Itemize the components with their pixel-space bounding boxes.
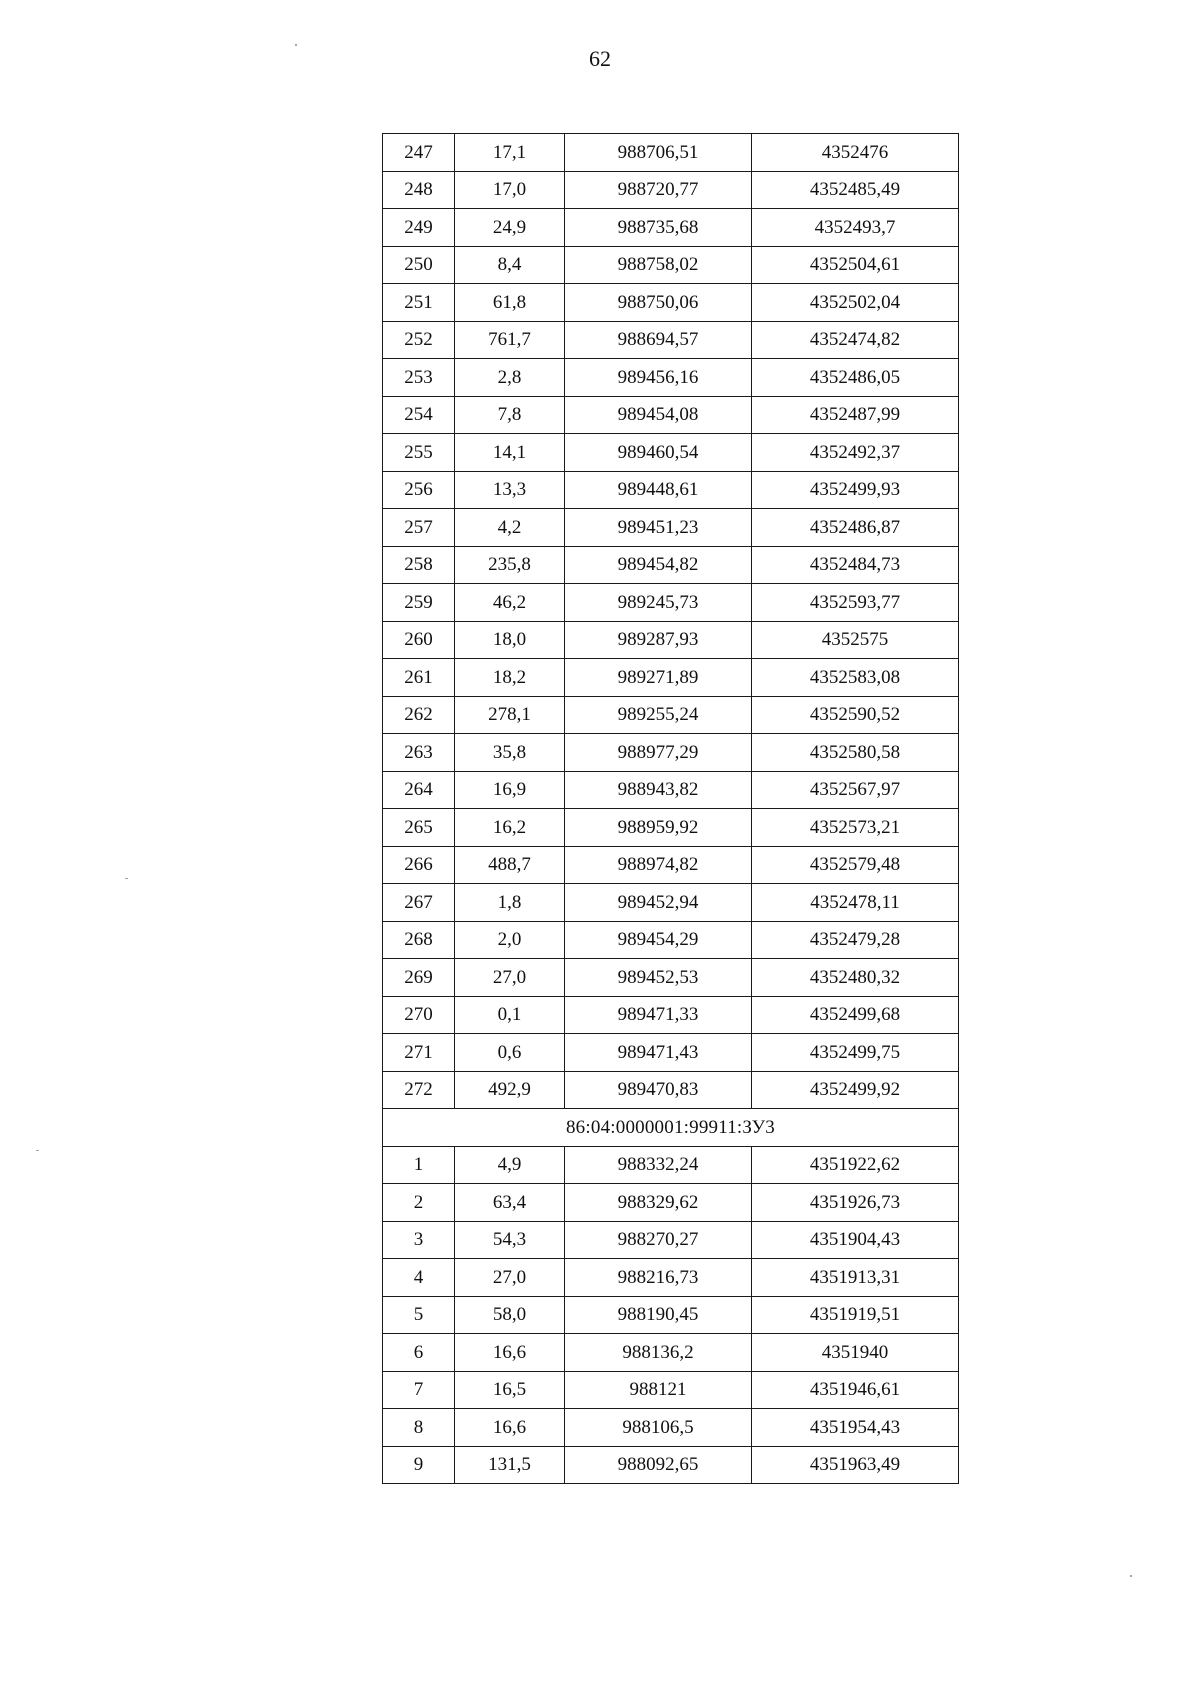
point-number-cell: 259	[383, 584, 455, 622]
section-row	[383, 1109, 959, 1147]
coordinate-x-cell: 989452,53	[565, 959, 752, 997]
segment-length-cell: 16,5	[455, 1371, 565, 1409]
table-row	[383, 321, 959, 359]
segment-length-cell: 14,1	[455, 434, 565, 472]
point-number-cell: 8	[383, 1409, 455, 1447]
table-row	[383, 396, 959, 434]
point-number-cell: 266	[383, 846, 455, 884]
table-row	[383, 1259, 959, 1297]
point-number-cell: 250	[383, 246, 455, 284]
segment-length-cell: 61,8	[455, 284, 565, 322]
point-number-cell: 257	[383, 509, 455, 547]
segment-length-cell: 13,3	[455, 471, 565, 509]
coordinate-y-cell: 4352480,32	[752, 959, 959, 997]
table-row	[383, 509, 959, 547]
table-row	[383, 621, 959, 659]
segment-length-cell: 16,2	[455, 809, 565, 847]
table-row	[383, 471, 959, 509]
table-row	[383, 1184, 959, 1222]
coordinate-y-cell: 4352583,08	[752, 659, 959, 697]
table-row	[383, 1146, 959, 1184]
coordinate-x-cell: 989271,89	[565, 659, 752, 697]
coordinate-y-cell: 4352593,77	[752, 584, 959, 622]
segment-length-cell: 35,8	[455, 734, 565, 772]
table-row	[383, 584, 959, 622]
coordinate-x-cell: 989255,24	[565, 696, 752, 734]
table-row	[383, 921, 959, 959]
coordinates-table-body	[383, 134, 959, 1484]
coordinate-y-cell: 4352486,05	[752, 359, 959, 397]
coordinate-x-cell: 988706,51	[565, 134, 752, 172]
segment-length-cell: 761,7	[455, 321, 565, 359]
coordinate-y-cell: 4352476	[752, 134, 959, 172]
coordinate-y-cell: 4351919,51	[752, 1296, 959, 1334]
point-number-cell: 3	[383, 1221, 455, 1259]
segment-length-cell: 8,4	[455, 246, 565, 284]
point-number-cell: 255	[383, 434, 455, 472]
table-row	[383, 696, 959, 734]
coordinate-y-cell: 4352567,97	[752, 771, 959, 809]
coordinate-y-cell: 4352479,28	[752, 921, 959, 959]
table-row	[383, 1034, 959, 1072]
coordinates-table	[382, 133, 959, 1484]
segment-length-cell: 0,6	[455, 1034, 565, 1072]
table-row	[383, 359, 959, 397]
coordinate-y-cell: 4351946,61	[752, 1371, 959, 1409]
table-row	[383, 546, 959, 584]
point-number-cell: 7	[383, 1371, 455, 1409]
point-number-cell: 272	[383, 1071, 455, 1109]
table-row	[383, 284, 959, 322]
segment-length-cell: 4,9	[455, 1146, 565, 1184]
table-row	[383, 1371, 959, 1409]
segment-length-cell: 0,1	[455, 996, 565, 1034]
segment-length-cell: 235,8	[455, 546, 565, 584]
coordinate-x-cell: 988758,02	[565, 246, 752, 284]
point-number-cell: 270	[383, 996, 455, 1034]
coordinate-y-cell: 4351913,31	[752, 1259, 959, 1297]
coordinate-y-cell: 4351922,62	[752, 1146, 959, 1184]
segment-length-cell: 488,7	[455, 846, 565, 884]
coordinate-x-cell: 988720,77	[565, 171, 752, 209]
segment-length-cell: 17,1	[455, 134, 565, 172]
point-number-cell: 262	[383, 696, 455, 734]
segment-length-cell: 131,5	[455, 1446, 565, 1484]
point-number-cell: 256	[383, 471, 455, 509]
coordinate-x-cell: 989454,08	[565, 396, 752, 434]
coordinate-x-cell: 988977,29	[565, 734, 752, 772]
coordinate-y-cell: 4352573,21	[752, 809, 959, 847]
coordinate-x-cell: 988959,92	[565, 809, 752, 847]
coordinate-y-cell: 4351904,43	[752, 1221, 959, 1259]
segment-length-cell: 46,2	[455, 584, 565, 622]
scan-speck	[1130, 1575, 1132, 1577]
coordinate-x-cell: 989471,43	[565, 1034, 752, 1072]
segment-length-cell: 1,8	[455, 884, 565, 922]
segment-length-cell: 492,9	[455, 1071, 565, 1109]
table-row	[383, 771, 959, 809]
segment-length-cell: 27,0	[455, 1259, 565, 1297]
point-number-cell: 268	[383, 921, 455, 959]
coordinate-x-cell: 988750,06	[565, 284, 752, 322]
coordinate-x-cell: 989451,23	[565, 509, 752, 547]
coordinate-x-cell: 988136,2	[565, 1334, 752, 1372]
coordinate-y-cell: 4352590,52	[752, 696, 959, 734]
coordinate-x-cell: 988190,45	[565, 1296, 752, 1334]
table-row	[383, 809, 959, 847]
coordinate-x-cell: 989454,82	[565, 546, 752, 584]
coordinate-y-cell: 4352575	[752, 621, 959, 659]
coordinate-y-cell: 4352478,11	[752, 884, 959, 922]
segment-length-cell: 58,0	[455, 1296, 565, 1334]
point-number-cell: 248	[383, 171, 455, 209]
coordinate-y-cell: 4352493,7	[752, 209, 959, 247]
table-row	[383, 996, 959, 1034]
point-number-cell: 263	[383, 734, 455, 772]
segment-length-cell: 18,0	[455, 621, 565, 659]
table-row	[383, 246, 959, 284]
point-number-cell: 2	[383, 1184, 455, 1222]
segment-length-cell: 278,1	[455, 696, 565, 734]
segment-length-cell: 54,3	[455, 1221, 565, 1259]
coordinate-x-cell: 989471,33	[565, 996, 752, 1034]
coordinate-y-cell: 4352580,58	[752, 734, 959, 772]
segment-length-cell: 18,2	[455, 659, 565, 697]
coordinate-y-cell: 4352579,48	[752, 846, 959, 884]
table-row	[383, 1071, 959, 1109]
table-row	[383, 434, 959, 472]
coordinate-y-cell: 4351926,73	[752, 1184, 959, 1222]
coordinate-x-cell: 989456,16	[565, 359, 752, 397]
coordinate-x-cell: 989454,29	[565, 921, 752, 959]
coordinate-y-cell: 4352499,93	[752, 471, 959, 509]
point-number-cell: 249	[383, 209, 455, 247]
point-number-cell: 265	[383, 809, 455, 847]
page-number: 62	[589, 46, 611, 71]
point-number-cell: 252	[383, 321, 455, 359]
coordinate-x-cell: 988092,65	[565, 1446, 752, 1484]
segment-length-cell: 2,8	[455, 359, 565, 397]
point-number-cell: 6	[383, 1334, 455, 1372]
coordinate-y-cell: 4352485,49	[752, 171, 959, 209]
table-row	[383, 1409, 959, 1447]
coordinate-x-cell: 988694,57	[565, 321, 752, 359]
coordinate-y-cell: 4352486,87	[752, 509, 959, 547]
coordinate-y-cell: 4352499,92	[752, 1071, 959, 1109]
point-number-cell: 251	[383, 284, 455, 322]
coordinate-x-cell: 989470,83	[565, 1071, 752, 1109]
coordinate-y-cell: 4352504,61	[752, 246, 959, 284]
point-number-cell: 9	[383, 1446, 455, 1484]
coordinate-x-cell: 988974,82	[565, 846, 752, 884]
coordinate-y-cell: 4352499,68	[752, 996, 959, 1034]
coordinate-x-cell: 988106,5	[565, 1409, 752, 1447]
table-row	[383, 134, 959, 172]
coordinate-x-cell: 989245,73	[565, 584, 752, 622]
table-row	[383, 846, 959, 884]
coordinate-y-cell: 4352499,75	[752, 1034, 959, 1072]
coordinate-x-cell: 988943,82	[565, 771, 752, 809]
point-number-cell: 271	[383, 1034, 455, 1072]
segment-length-cell: 4,2	[455, 509, 565, 547]
segment-length-cell: 17,0	[455, 171, 565, 209]
coordinate-y-cell: 4352484,73	[752, 546, 959, 584]
coordinate-y-cell: 4351940	[752, 1334, 959, 1372]
coordinate-x-cell: 988735,68	[565, 209, 752, 247]
table-row	[383, 171, 959, 209]
scan-speck	[36, 1150, 39, 1151]
segment-length-cell: 16,6	[455, 1409, 565, 1447]
coordinate-y-cell: 4352492,37	[752, 434, 959, 472]
coordinate-y-cell: 4352502,04	[752, 284, 959, 322]
coordinate-x-cell: 989452,94	[565, 884, 752, 922]
point-number-cell: 269	[383, 959, 455, 997]
table-row	[383, 659, 959, 697]
table-row	[383, 1334, 959, 1372]
segment-length-cell: 16,6	[455, 1334, 565, 1372]
coordinate-x-cell: 989287,93	[565, 621, 752, 659]
cadastral-number-heading: 86:04:0000001:99911:ЗУ3	[383, 1109, 959, 1147]
segment-length-cell: 27,0	[455, 959, 565, 997]
segment-length-cell: 7,8	[455, 396, 565, 434]
coordinate-x-cell: 988332,24	[565, 1146, 752, 1184]
table-row	[383, 209, 959, 247]
table-row	[383, 1221, 959, 1259]
table-row	[383, 959, 959, 997]
coordinate-y-cell: 4352487,99	[752, 396, 959, 434]
point-number-cell: 267	[383, 884, 455, 922]
coordinate-y-cell: 4352474,82	[752, 321, 959, 359]
point-number-cell: 247	[383, 134, 455, 172]
table-row	[383, 884, 959, 922]
coordinate-x-cell: 988270,27	[565, 1221, 752, 1259]
coordinate-x-cell: 988121	[565, 1371, 752, 1409]
point-number-cell: 261	[383, 659, 455, 697]
segment-length-cell: 2,0	[455, 921, 565, 959]
table-row	[383, 1296, 959, 1334]
point-number-cell: 4	[383, 1259, 455, 1297]
table-row	[383, 734, 959, 772]
coordinate-y-cell: 4351954,43	[752, 1409, 959, 1447]
coordinate-x-cell: 989460,54	[565, 434, 752, 472]
coordinate-x-cell: 988216,73	[565, 1259, 752, 1297]
segment-length-cell: 24,9	[455, 209, 565, 247]
point-number-cell: 5	[383, 1296, 455, 1334]
coordinate-x-cell: 989448,61	[565, 471, 752, 509]
point-number-cell: 258	[383, 546, 455, 584]
point-number-cell: 264	[383, 771, 455, 809]
coordinate-x-cell: 988329,62	[565, 1184, 752, 1222]
table-row	[383, 1446, 959, 1484]
scan-speck	[295, 44, 297, 46]
segment-length-cell: 63,4	[455, 1184, 565, 1222]
point-number-cell: 1	[383, 1146, 455, 1184]
point-number-cell: 254	[383, 396, 455, 434]
point-number-cell: 260	[383, 621, 455, 659]
point-number-cell: 253	[383, 359, 455, 397]
coordinate-y-cell: 4351963,49	[752, 1446, 959, 1484]
segment-length-cell: 16,9	[455, 771, 565, 809]
scan-speck	[125, 878, 128, 879]
